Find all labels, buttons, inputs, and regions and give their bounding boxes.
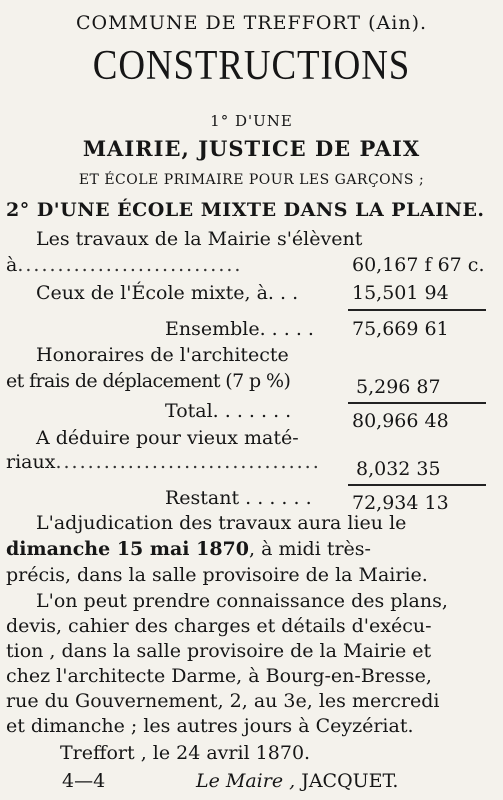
mairie-cost-label-2: à............................ xyxy=(6,254,243,276)
ecole-cost-value: 15,501 94 xyxy=(352,282,449,304)
signature: Le Maire , JACQUET. xyxy=(196,770,399,792)
deduire-value: 8,032 35 xyxy=(356,458,441,480)
page-title: CONSTRUCTIONS xyxy=(92,43,411,89)
divider xyxy=(348,309,486,311)
item2-heading: 2° D'UNE ÉCOLE MIXTE DANS LA PLAINE. xyxy=(6,199,485,221)
notice-line: devis, cahier des charges et détails d'exécu- xyxy=(6,615,432,637)
item1-main-heading: MAIRIE, JUSTICE DE PAIX xyxy=(82,136,421,161)
ecole-cost-label: Ceux de l'École mixte, à. . . xyxy=(36,282,299,304)
commune-heading: COMMUNE DE TREFFORT (Ain). xyxy=(75,12,428,34)
notice-line: chez l'architecte Darme, à Bourg-en-Bresse, xyxy=(6,665,432,687)
honoraires-label-2: et frais de déplacement (7 p %) xyxy=(6,370,291,392)
mairie-cost-value: 60,167 f 67 c. xyxy=(352,254,485,276)
total-value: 80,966 48 xyxy=(352,410,449,432)
item1-intro: 1° D'UNE xyxy=(210,112,293,130)
place-and-date: Treffort , le 24 avril 1870. xyxy=(60,742,311,764)
notice-line: L'adjudication des travaux aura lieu le xyxy=(36,512,407,534)
restant-label: Restant . . . . . . xyxy=(165,487,312,509)
deduire-label-1: A déduire pour vieux maté- xyxy=(36,427,299,449)
item1-subheading: ET ÉCOLE PRIMAIRE POUR LES GARÇONS ; xyxy=(78,172,425,188)
reference-number: 4—4 xyxy=(62,770,106,792)
notice-line: précis, dans la salle provisoire de la Mairie. xyxy=(6,564,428,586)
honoraires-label-1: Honoraires de l'architecte xyxy=(36,344,289,366)
mairie-cost-label-1: Les travaux de la Mairie s'élèvent xyxy=(36,228,363,250)
divider xyxy=(348,402,486,404)
notice-line: tion , dans la salle provisoire de la Mairie et xyxy=(6,640,432,662)
honoraires-value: 5,296 87 xyxy=(356,376,441,398)
notice-line: dimanche 15 mai 1870, à midi très- xyxy=(6,538,371,560)
ensemble-value: 75,669 61 xyxy=(352,318,449,340)
notice-line: rue du Gouvernement, 2, au 3e, les mercredi xyxy=(6,690,440,712)
notice-line: L'on peut prendre connaissance des plans, xyxy=(36,590,448,612)
adjudication-date: dimanche 15 mai 1870 xyxy=(6,538,250,560)
restant-value: 72,934 13 xyxy=(352,492,449,514)
divider xyxy=(348,484,486,486)
total-label: Total. . . . . . . xyxy=(165,400,292,422)
notice-line: et dimanche ; les autres jours à Ceyzériat. xyxy=(6,715,414,737)
deduire-label-2: riaux................................. xyxy=(6,451,321,473)
ensemble-label: Ensemble. . . . . xyxy=(165,318,314,340)
